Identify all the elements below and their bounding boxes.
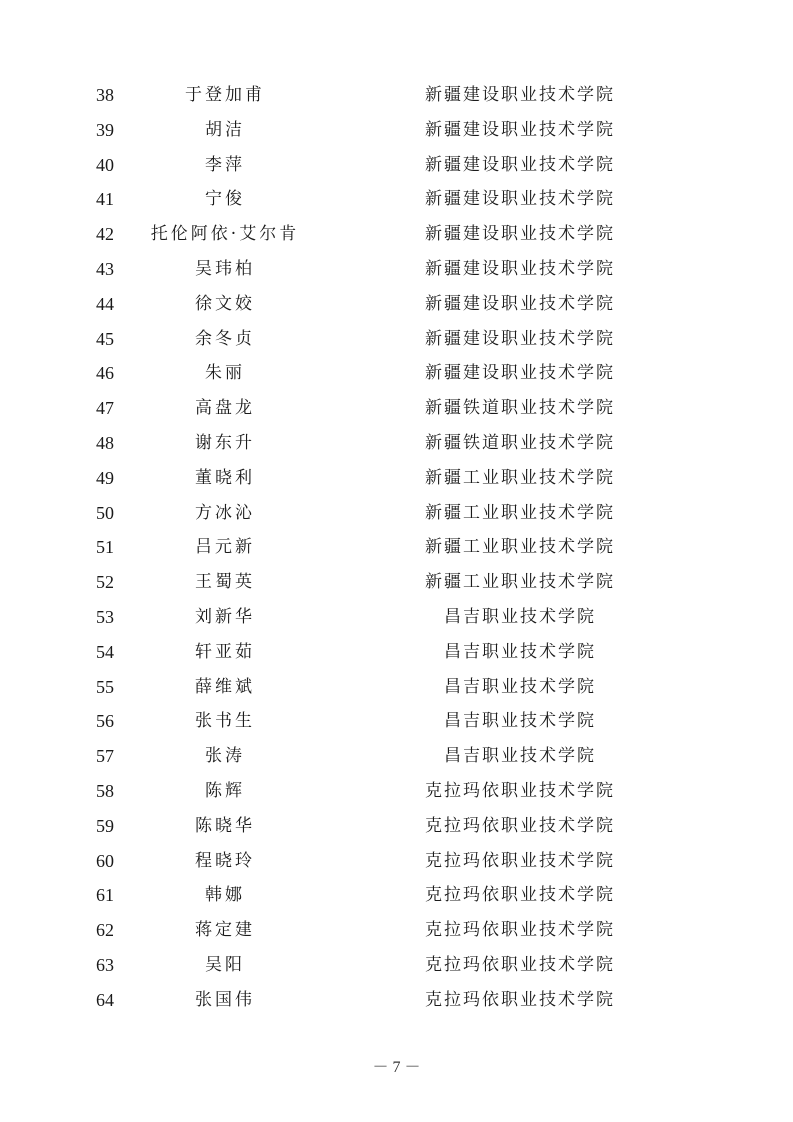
- person-name: 陈晓华: [195, 815, 255, 836]
- school-name: 昌吉职业技术学院: [444, 641, 596, 662]
- roster-row: [0, 426, 793, 461]
- school-name: 昌吉职业技术学院: [444, 606, 596, 627]
- row-number: 45: [96, 328, 114, 349]
- person-name: 余冬贞: [195, 328, 255, 349]
- person-name: 胡洁: [205, 119, 245, 140]
- roster-row: [0, 670, 793, 705]
- person-name: 吴玮柏: [195, 258, 255, 279]
- roster-row: [0, 600, 793, 635]
- school-name: 新疆工业职业技术学院: [425, 537, 615, 558]
- roster-row: [0, 530, 793, 565]
- row-number: 57: [96, 746, 114, 767]
- school-name: 新疆建设职业技术学院: [425, 224, 615, 245]
- school-name: 昌吉职业技术学院: [444, 711, 596, 732]
- person-name: 刘新华: [195, 606, 255, 627]
- person-name: 托伦阿依·艾尔肯: [150, 224, 300, 245]
- person-name: 轩亚茹: [195, 641, 255, 662]
- row-number: 54: [96, 641, 114, 662]
- row-number: 40: [96, 154, 114, 175]
- school-name: 昌吉职业技术学院: [444, 746, 596, 767]
- person-name: 王蜀英: [195, 572, 255, 593]
- roster-row: [0, 913, 793, 948]
- person-name: 蒋定建: [195, 920, 255, 941]
- person-name: 徐文姣: [195, 293, 255, 314]
- roster-row: [0, 252, 793, 287]
- school-name: 克拉玛依职业技术学院: [425, 885, 615, 906]
- person-name: 张国伟: [195, 989, 255, 1010]
- row-number: 47: [96, 398, 114, 419]
- person-name: 陈辉: [205, 780, 245, 801]
- school-name: 新疆建设职业技术学院: [425, 258, 615, 279]
- person-name: 张涛: [205, 746, 245, 767]
- roster-row: [0, 217, 793, 252]
- school-name: 新疆建设职业技术学院: [425, 189, 615, 210]
- row-number: 39: [96, 119, 114, 140]
- row-number: 56: [96, 711, 114, 732]
- roster-row: [0, 948, 793, 983]
- school-name: 新疆铁道职业技术学院: [425, 398, 615, 419]
- roster-row: [0, 704, 793, 739]
- school-name: 克拉玛依职业技术学院: [425, 850, 615, 871]
- row-number: 61: [96, 885, 114, 906]
- school-name: 新疆工业职业技术学院: [425, 572, 615, 593]
- row-number: 44: [96, 293, 114, 314]
- person-name: 李萍: [205, 154, 245, 175]
- person-name: 程晓玲: [195, 850, 255, 871]
- person-name: 于登加甫: [185, 85, 265, 105]
- roster-row: [0, 113, 793, 148]
- row-number: 46: [96, 363, 114, 384]
- person-name: 朱丽: [205, 363, 245, 384]
- person-name: 薛维斌: [195, 676, 255, 697]
- roster-row: [0, 983, 793, 1018]
- school-name: 新疆建设职业技术学院: [425, 154, 615, 175]
- person-name: 董晓利: [195, 467, 255, 488]
- row-number: 53: [96, 606, 114, 627]
- row-number: 49: [96, 467, 114, 488]
- school-name: 克拉玛依职业技术学院: [425, 989, 615, 1010]
- row-number: 48: [96, 432, 114, 453]
- row-number: 41: [96, 189, 114, 210]
- roster-row: [0, 878, 793, 913]
- school-name: 新疆工业职业技术学院: [425, 502, 615, 523]
- roster-row: [0, 635, 793, 670]
- school-name: 克拉玛依职业技术学院: [425, 780, 615, 801]
- row-number: 51: [96, 537, 114, 558]
- roster-row: [0, 356, 793, 391]
- school-name: 新疆建设职业技术学院: [425, 119, 615, 140]
- person-name: 高盘龙: [195, 398, 255, 419]
- page-number: － 7 －: [372, 1059, 421, 1076]
- roster-row: [0, 391, 793, 426]
- school-name: 克拉玛依职业技术学院: [425, 815, 615, 836]
- row-number: 43: [96, 258, 114, 279]
- roster-row: [0, 148, 793, 183]
- roster-row: [0, 774, 793, 809]
- school-name: 昌吉职业技术学院: [444, 676, 596, 697]
- row-number: 59: [96, 815, 114, 836]
- person-name: 韩娜: [205, 885, 245, 906]
- roster-row: [0, 496, 793, 531]
- roster-row: [0, 739, 793, 774]
- school-name: 克拉玛依职业技术学院: [425, 954, 615, 975]
- roster-row: [0, 322, 793, 357]
- school-name: 新疆建设职业技术学院: [425, 85, 615, 105]
- roster-row: [0, 565, 793, 600]
- row-number: 63: [96, 954, 114, 975]
- row-number: 64: [96, 989, 114, 1010]
- row-number: 52: [96, 572, 114, 593]
- person-name: 吴阳: [205, 954, 245, 975]
- roster-row: [0, 182, 793, 217]
- row-number: 58: [96, 780, 114, 801]
- school-name: 新疆工业职业技术学院: [425, 467, 615, 488]
- person-name: 张书生: [195, 711, 255, 732]
- school-name: 新疆建设职业技术学院: [425, 363, 615, 384]
- row-number: 55: [96, 676, 114, 697]
- person-name: 宁俊: [205, 189, 245, 210]
- school-name: 新疆铁道职业技术学院: [425, 432, 615, 453]
- person-name: 谢东升: [195, 432, 255, 453]
- roster-row: [0, 78, 793, 113]
- row-number: 60: [96, 850, 114, 871]
- person-name: 方冰沁: [195, 502, 255, 523]
- row-number: 62: [96, 920, 114, 941]
- roster-list: [0, 78, 793, 1018]
- school-name: 克拉玛依职业技术学院: [425, 920, 615, 941]
- row-number: 50: [96, 502, 114, 523]
- person-name: 吕元新: [195, 537, 255, 558]
- roster-row: [0, 809, 793, 844]
- roster-row: [0, 461, 793, 496]
- roster-row: [0, 844, 793, 879]
- row-number: 38: [96, 85, 114, 105]
- row-number: 42: [96, 224, 114, 245]
- school-name: 新疆建设职业技术学院: [425, 328, 615, 349]
- roster-row: [0, 287, 793, 322]
- school-name: 新疆建设职业技术学院: [425, 293, 615, 314]
